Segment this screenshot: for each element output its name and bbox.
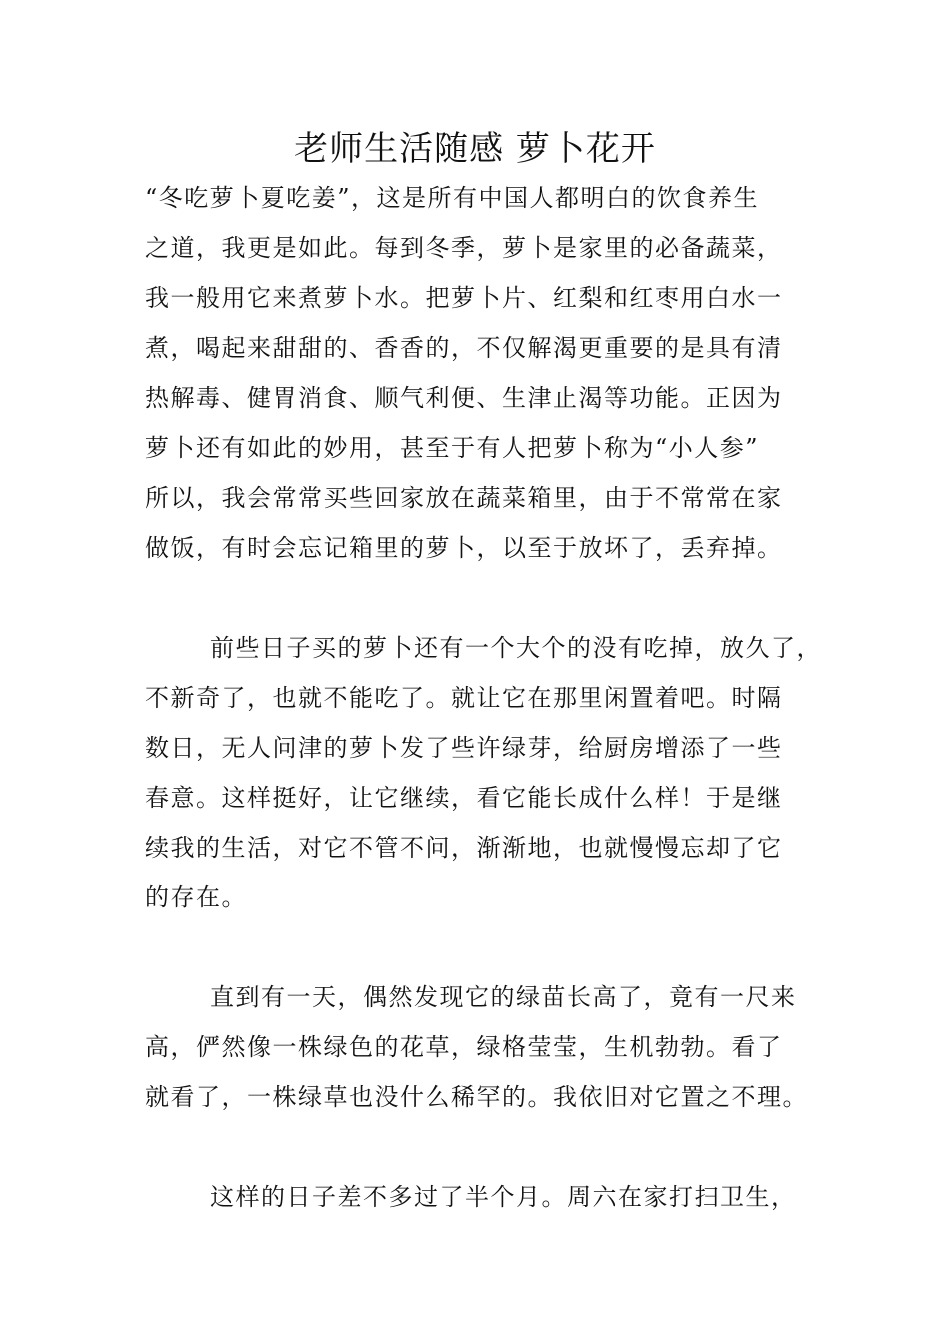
paragraph-line: 热解毒、健胃消食、顺气利便、生津止渴等功能。正因为 [145,384,783,412]
paragraph-line: 数日，无人问津的萝卜发了些许绿芽，给厨房增添了一些 [145,734,783,762]
paragraph-line: 高，俨然像一株绿色的花草，绿格莹莹，生机勃勃。看了 [145,1033,783,1061]
paragraph-line: 就看了，一株绿草也没什么稀罕的。我依旧对它置之不理。 [145,1083,808,1111]
paragraph-line: 的存在。 [145,883,247,911]
paragraph-line: 春意。这样挺好，让它继续，看它能长成什么样！于是继 [145,784,783,812]
paragraph-line: 前些日子买的萝卜还有一个大个的没有吃掉，放久了， [210,634,822,662]
paragraph-line: 做饭，有时会忘记箱里的萝卜，以至于放坏了，丢弃掉。 [145,534,783,562]
paragraph-line: 不新奇了，也就不能吃了。就让它在那里闲置着吧。时隔 [145,684,783,712]
paragraph-line: 萝卜还有如此的妙用，甚至于有人把萝卜称为“小人参” [145,434,760,462]
paragraph-line: 之道，我更是如此。每到冬季，萝卜是家里的必备蔬菜， [145,234,783,262]
paragraph-line: “冬吃萝卜夏吃姜”，这是所有中国人都明白的饮食养生 [145,184,760,212]
paragraph-line: 直到有一天，偶然发现它的绿苗长高了，竟有一尺来 [210,983,797,1011]
paragraph-line: 煮，喝起来甜甜的、香香的，不仅解渴更重要的是具有清 [145,334,783,362]
paragraph-line: 这样的日子差不多过了半个月。周六在家打扫卫生， [210,1183,797,1211]
document-title: 老师生活随感 萝卜花开 [294,129,656,169]
paragraph-line: 续我的生活，对它不管不问，渐渐地，也就慢慢忘却了它 [145,834,783,862]
paragraph-line: 我一般用它来煮萝卜水。把萝卜片、红梨和红枣用白水一 [145,284,783,312]
paragraph-line: 所以，我会常常买些回家放在蔬菜箱里，由于不常常在家 [145,484,783,512]
